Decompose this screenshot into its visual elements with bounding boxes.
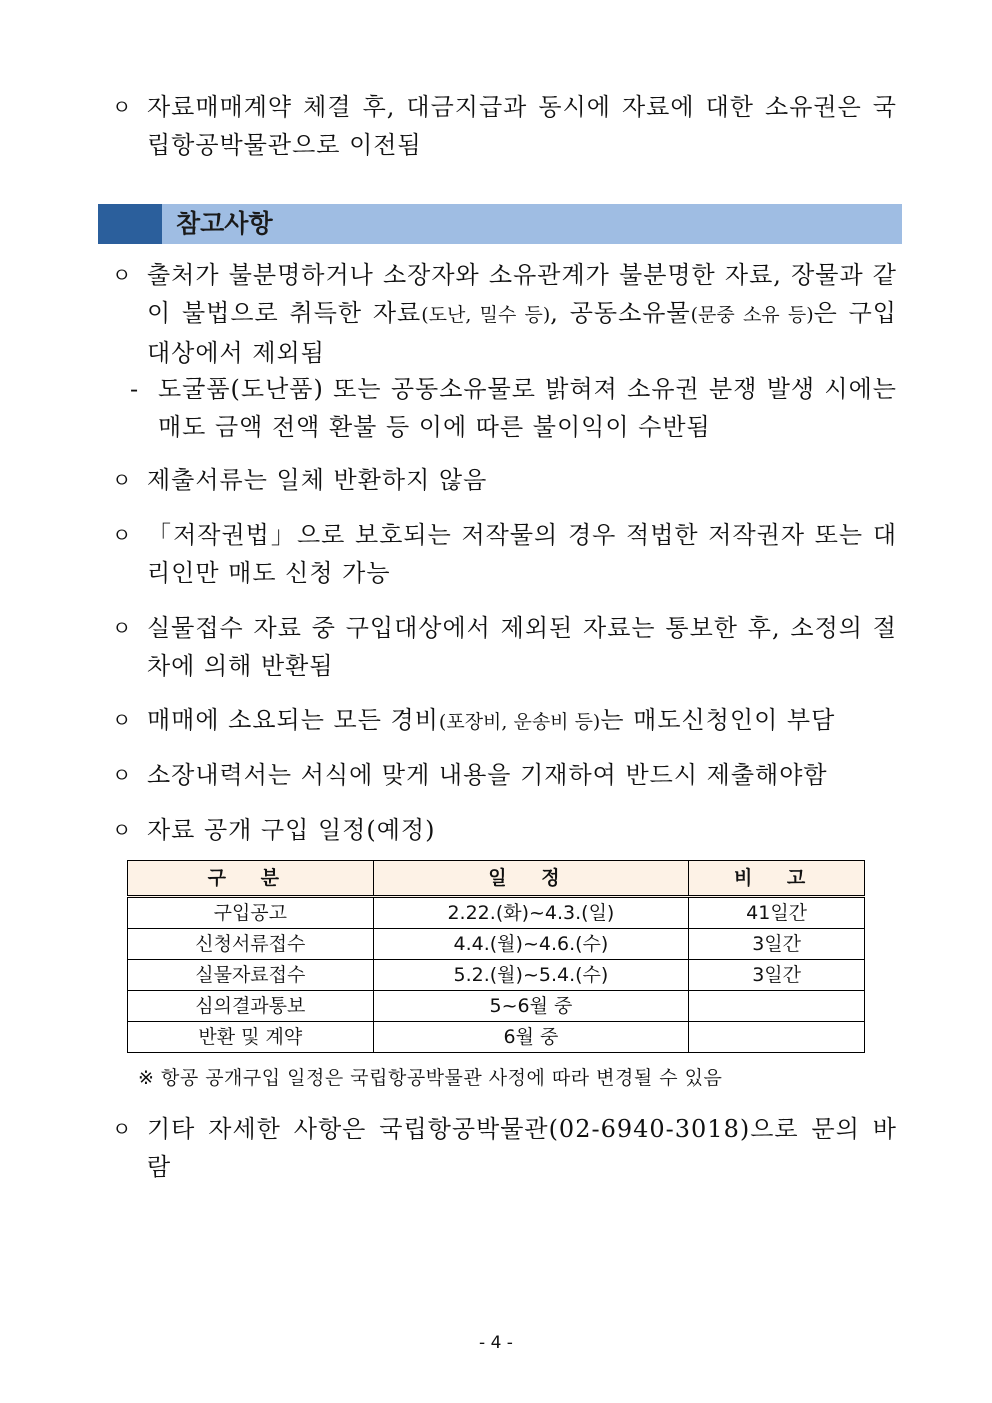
cell-schedule: 4.4.(월)~4.6.(수) bbox=[373, 929, 689, 960]
paragraph-ownership-transfer bbox=[112, 88, 897, 164]
bullet-marker: ㅇ bbox=[112, 763, 133, 787]
paragraph-text: 자료매매계약 체결 후, 대금지급과 동시에 자료에 대한 소유권은 국립항공박물관으로 이전됨 bbox=[147, 93, 897, 159]
note-sub-text: 도굴품(도난품) 또는 공동소유물로 밝혀져 소유권 분쟁 발생 시에는 매도 금액 전액 환불 등 이에 따른 불이익이 수반됨 bbox=[158, 375, 897, 441]
bullet-marker: ㅇ bbox=[112, 818, 133, 842]
bullet-marker: ㅇ bbox=[112, 263, 133, 287]
bullet-marker: ㅇ bbox=[112, 616, 133, 640]
table-row bbox=[128, 991, 865, 1022]
cell-category: 실물자료접수 bbox=[128, 960, 374, 991]
note-text bbox=[112, 256, 897, 372]
cell-remarks: 3일간 bbox=[689, 960, 865, 991]
table-row bbox=[128, 960, 865, 991]
cell-category: 구입공고 bbox=[128, 897, 374, 929]
section-header bbox=[98, 204, 902, 244]
note-documents-not-returned bbox=[112, 461, 897, 499]
cell-schedule: 2.22.(화)~4.3.(일) bbox=[373, 897, 689, 929]
note-contact bbox=[112, 1110, 897, 1186]
note-return-excluded bbox=[112, 609, 897, 685]
cell-schedule: 5.2.(월)~5.4.(수) bbox=[373, 960, 689, 991]
note-text-part: 매매에 소요되는 모든 경비 bbox=[147, 706, 439, 734]
table-header-row bbox=[128, 861, 865, 897]
note-ownership-history bbox=[112, 756, 897, 794]
note-text: 「저작권법」으로 보호되는 저작물의 경우 적법한 저작권자 또는 대리인만 매도 신청 가능 bbox=[147, 521, 897, 587]
note-text-small: (문중 소유 등) bbox=[690, 304, 814, 326]
section-header-accent bbox=[98, 204, 162, 244]
header-category: 구 분 bbox=[128, 861, 374, 897]
note-text bbox=[112, 701, 897, 741]
header-schedule: 일 정 bbox=[373, 861, 689, 897]
table-row bbox=[128, 929, 865, 960]
section-title: 참고사항 bbox=[176, 209, 273, 238]
bullet-marker: ㅇ bbox=[112, 1117, 133, 1141]
cell-remarks: 41일간 bbox=[689, 897, 865, 929]
note-text-small: (포장비, 운송비 등) bbox=[438, 711, 601, 733]
note-excluded-items bbox=[112, 256, 897, 372]
note-copyright bbox=[112, 516, 897, 592]
schedule-table bbox=[127, 860, 865, 1053]
bullet-marker: ㅇ bbox=[112, 708, 133, 732]
cell-category: 신청서류접수 bbox=[128, 929, 374, 960]
bullet-marker: ㅇ bbox=[112, 468, 133, 492]
table-row bbox=[128, 897, 865, 929]
table-row bbox=[128, 1022, 865, 1053]
note-text-part: , 공동소유물 bbox=[550, 299, 691, 327]
cell-remarks: 3일간 bbox=[689, 929, 865, 960]
note-text: 기타 자세한 사항은 국립항공박물관(02-6940-3018)으로 문의 바람 bbox=[147, 1115, 897, 1181]
note-text-part: 는 매도신청인이 부담 bbox=[600, 706, 836, 734]
note-expenses bbox=[112, 701, 897, 741]
dash-marker: - bbox=[130, 375, 140, 403]
note-text-part: 출처가 불분명하거나 소장자와 소유관계가 불분명한 자료, 장물과 같이 불법으로 취득한 자료 bbox=[147, 261, 897, 327]
note-text-small: (도난, 밀수 등) bbox=[421, 304, 551, 326]
note-text: 실물접수 자료 중 구입대상에서 제외된 자료는 통보한 후, 소정의 절차에 의해 반환됨 bbox=[147, 614, 897, 680]
cell-category: 반환 및 계약 bbox=[128, 1022, 374, 1053]
note-text-part: 은 구입 대상에서 제외됨 bbox=[147, 299, 897, 367]
cell-category: 심의결과통보 bbox=[128, 991, 374, 1022]
note-text: 소장내력서는 서식에 맞게 내용을 기재하여 반드시 제출해야함 bbox=[147, 761, 828, 789]
note-text: 자료 공개 구입 일정(예정) bbox=[147, 816, 436, 844]
cell-remarks bbox=[689, 991, 865, 1022]
cell-schedule: 5~6월 중 bbox=[373, 991, 689, 1022]
page-number: - 4 - bbox=[479, 1333, 513, 1353]
note-text: 제출서류는 일체 반환하지 않음 bbox=[147, 466, 488, 494]
bullet-marker: ㅇ bbox=[112, 523, 133, 547]
cell-remarks bbox=[689, 1022, 865, 1053]
header-remarks: 비 고 bbox=[689, 861, 865, 897]
note-sub-refund bbox=[130, 370, 897, 446]
bullet-marker: ㅇ bbox=[112, 95, 133, 119]
note-schedule-heading bbox=[112, 811, 897, 849]
cell-schedule: 6월 중 bbox=[373, 1022, 689, 1053]
table-note: ※ 항공 공개구입 일정은 국립항공박물관 사정에 따라 변경될 수 있음 bbox=[138, 1067, 723, 1089]
